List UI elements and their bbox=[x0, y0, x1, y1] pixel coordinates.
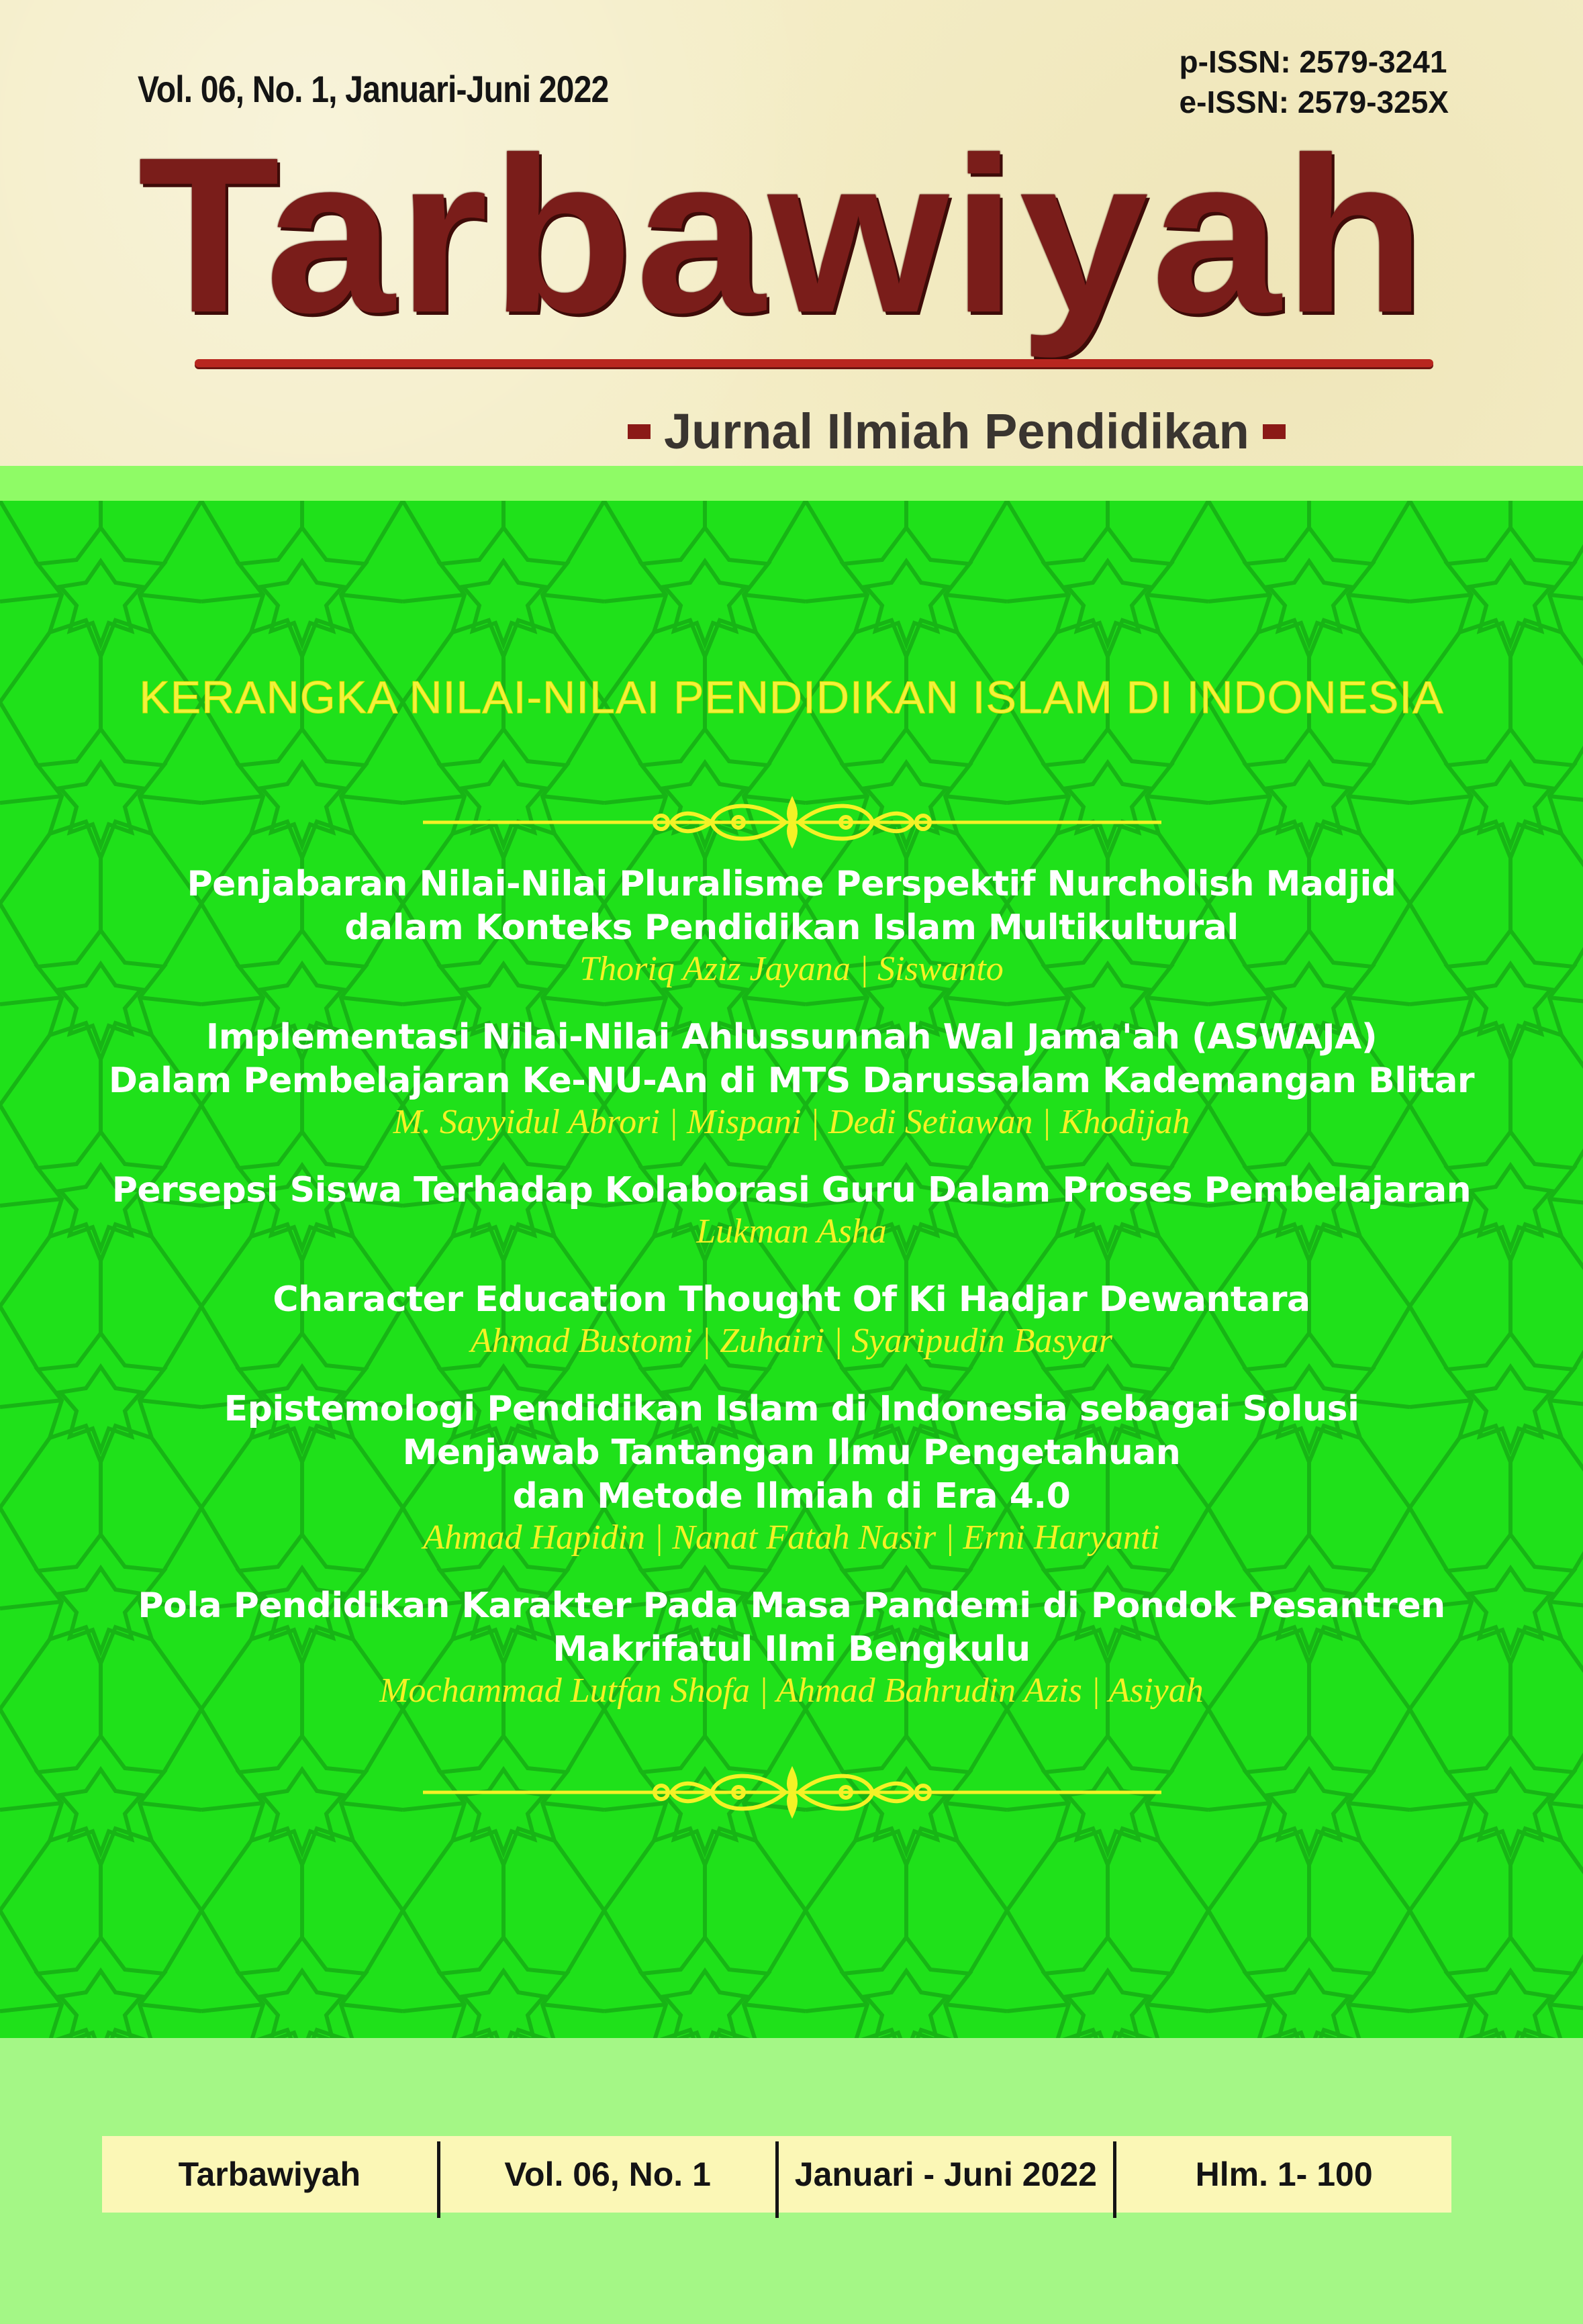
square-bullet-icon bbox=[628, 424, 651, 439]
issue-theme: KERANGKA NILAI-NILAI PENDIDIKAN ISLAM DI INDONESIA bbox=[139, 672, 1444, 723]
footer-volume: Vol. 06, No. 1 bbox=[504, 2156, 711, 2193]
footer-pages: Hlm. 1- 100 bbox=[1195, 2156, 1373, 2193]
list-item bbox=[0, 1016, 1583, 1142]
e-issn: e-ISSN: 2579-325X bbox=[1179, 85, 1449, 119]
issn-block bbox=[1180, 42, 1449, 122]
article-list bbox=[0, 863, 1583, 1737]
ornament-divider-top bbox=[423, 795, 1161, 849]
title-underline bbox=[195, 359, 1433, 367]
article-title: Epistemologi Pendidikan Islam di Indonesia sebagai Solusi Menjawab Tantangan Ilmu Pengetahuan dan Metode Ilmiah di Era 4.0 bbox=[224, 1389, 1359, 1516]
volume-line: Vol. 06, No. 1, Januari-Juni 2022 bbox=[138, 68, 609, 110]
footer-journal: Tarbawiyah bbox=[178, 2156, 361, 2193]
article-authors: Ahmad Hapidin | Nanat Fatah Nasir | Erni Haryanti bbox=[423, 1518, 1160, 1557]
list-item bbox=[0, 1388, 1583, 1557]
article-title: Character Education Thought Of Ki Hadjar Dewantara bbox=[273, 1279, 1310, 1320]
list-item bbox=[0, 1278, 1583, 1361]
article-title: Penjabaran Nilai-Nilai Pluralisme Perspektif Nurcholish Madjid dalam Konteks Pendidikan Islam Multikultural bbox=[187, 864, 1396, 948]
p-issn: p-ISSN: 2579-3241 bbox=[1179, 44, 1447, 79]
article-authors: Ahmad Bustomi | Zuhairi | Syaripudin Basyar bbox=[471, 1322, 1112, 1360]
cover-header bbox=[0, 0, 1583, 466]
article-title: Persepsi Siswa Terhadap Kolaborasi Guru Dalam Proses Pembelajaran bbox=[111, 1170, 1472, 1210]
article-authors: Mochammad Lutfan Shofa | Ahmad Bahrudin Azis | Asiyah bbox=[379, 1672, 1204, 1710]
journal-subtitle bbox=[628, 403, 1286, 460]
journal-title: Tarbawiyah bbox=[138, 111, 1429, 358]
footer-info-bar bbox=[102, 2136, 1451, 2213]
light-green-band bbox=[0, 466, 1583, 501]
article-authors: M. Sayyidul Abrori | Mispani | Dedi Setiawan | Khodijah bbox=[393, 1103, 1190, 1141]
square-bullet-icon bbox=[1263, 424, 1286, 439]
list-item bbox=[0, 1169, 1583, 1251]
ornament-divider-bottom bbox=[423, 1765, 1161, 1819]
subtitle-text: Jurnal Ilmiah Pendidikan bbox=[664, 403, 1249, 459]
list-item bbox=[0, 863, 1583, 989]
article-authors: Lukman Asha bbox=[696, 1212, 887, 1251]
article-title: Implementasi Nilai-Nilai Ahlussunnah Wal Jama'ah (ASWAJA) Dalam Pembelajaran Ke-NU-An di MTS Darussalam Kademangan Blitar bbox=[108, 1017, 1475, 1101]
article-title: Pola Pendidikan Karakter Pada Masa Pandemi di Pondok Pesantren Makrifatul Ilmi Bengkulu bbox=[138, 1586, 1445, 1669]
article-authors: Thoriq Aziz Jayana | Siswanto bbox=[579, 950, 1004, 988]
list-item bbox=[0, 1584, 1583, 1710]
footer-period: Januari - Juni 2022 bbox=[794, 2156, 1097, 2193]
